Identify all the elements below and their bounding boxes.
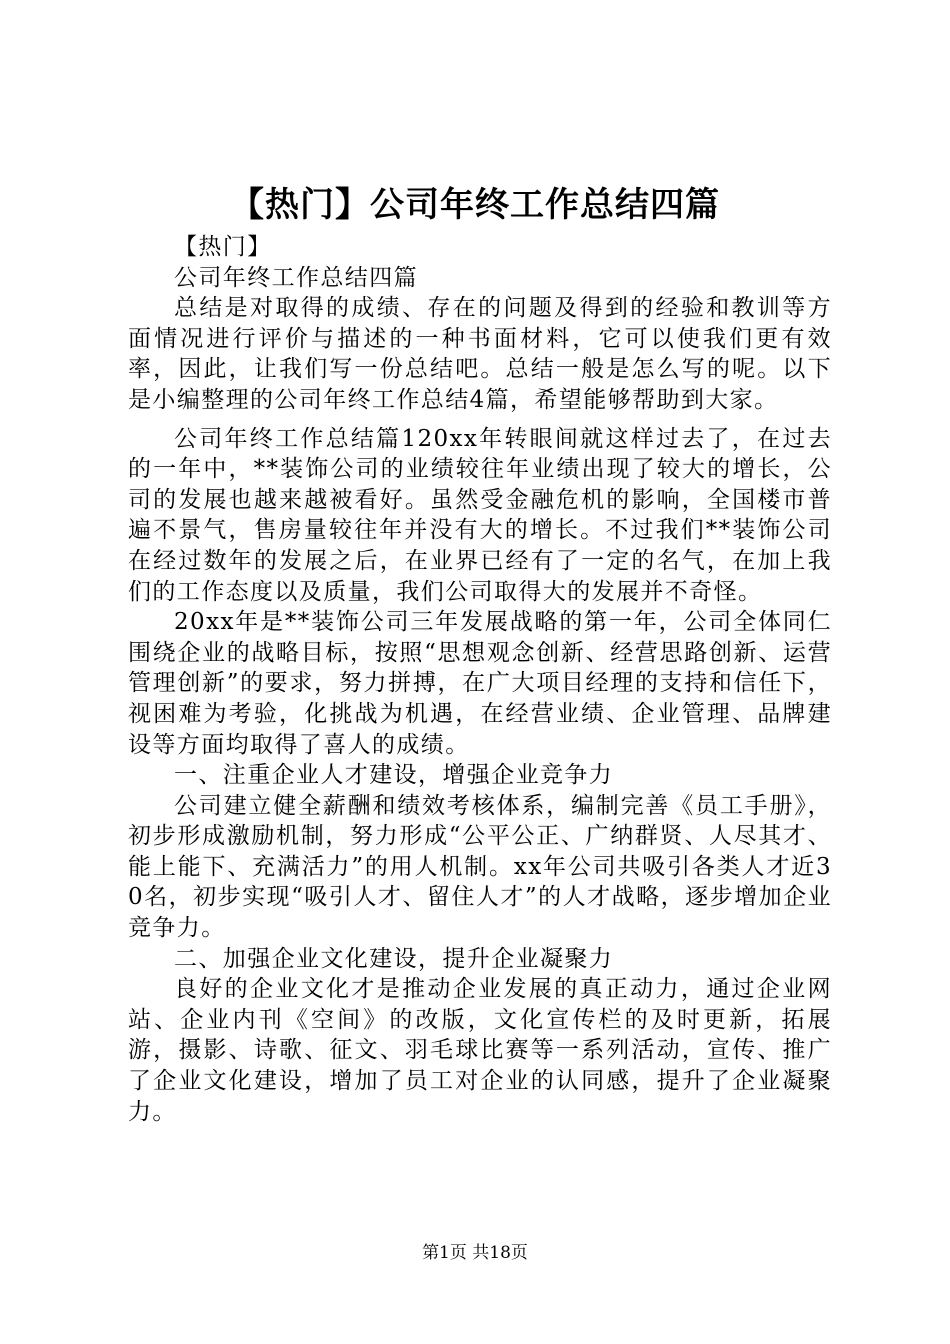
section-heading-culture: 二、加强企业文化建设，提升企业凝聚力 — [174, 945, 614, 972]
paragraph-talent: 公司建立健全薪酬和绩效考核体系，编制完善《员工手册》，初步形成激励机制，努力形成“公平公正、广纳群贤、人尽其才、能上能下、充满活力”的用人机制。xx年公司共吸引各类人才近30名，初步实现“吸引人才、留住人才”的人才战略，逐步增加企业竞争力。 — [128, 792, 832, 942]
paragraph-culture: 良好的企业文化才是推动企业发展的真正动力，通过企业网站、企业内刊《空间》的改版，文化宣传栏的及时更新，拓展游，摄影、诗歌、征文、羽毛球比赛等一系列活动，宣传、推广了企业文化建设，增加了员工对企业的认同感，提升了企业凝聚力。 — [128, 976, 832, 1125]
document-title: 【热门】公司年终工作总结四篇 — [230, 185, 720, 225]
section-heading-talent: 一、注重企业人才建设，增强企业竞争力 — [174, 762, 614, 789]
paragraph-strategy: 20xx年是**装饰公司三年发展战略的第一年，公司全体同仁围绕企业的战略目标，按照“思想观念创新、经营思路创新、运营管理创新”的要求，努力拼搏，在广大项目经理的支持和信任下，视困难为考验，化挑战为机遇，在经营业绩、企业管理、品牌建设等方面均取得了喜人的成绩。 — [128, 609, 832, 758]
paragraph-intro: 总结是对取得的成绩、存在的问题及得到的经验和教训等方面情况进行评价与描述的一种书面材料，它可以使我们更有效率，因此，让我们写一份总结吧。总结一般是怎么写的呢。以下是小编整理的公司年终工作总结4篇，希望能够帮助到大家。 — [128, 295, 832, 413]
paragraph-subtitle: 公司年终工作总结四篇 — [174, 264, 418, 291]
document-body — [128, 232, 832, 1127]
paragraph-tag-label: 【热门】 — [174, 234, 272, 260]
paragraph-summary-one: 公司年终工作总结篇120xx年转眼间就这样过去了，在过去的一年中，**装饰公司的业绩较往年业绩出现了较大的增长，公司的发展也越来越被看好。虽然受金融危机的影响，全国楼市普遍不景气，售房量较往年并没有大的增长。不过我们**装饰公司在经过数年的发展之后，在业界已经有了一定的名气，在加上我们的工作态度以及质量，我们公司取得大的发展并不奇怪。 — [128, 425, 832, 605]
page-number-footer: 第1页 共18页 — [422, 1243, 528, 1263]
